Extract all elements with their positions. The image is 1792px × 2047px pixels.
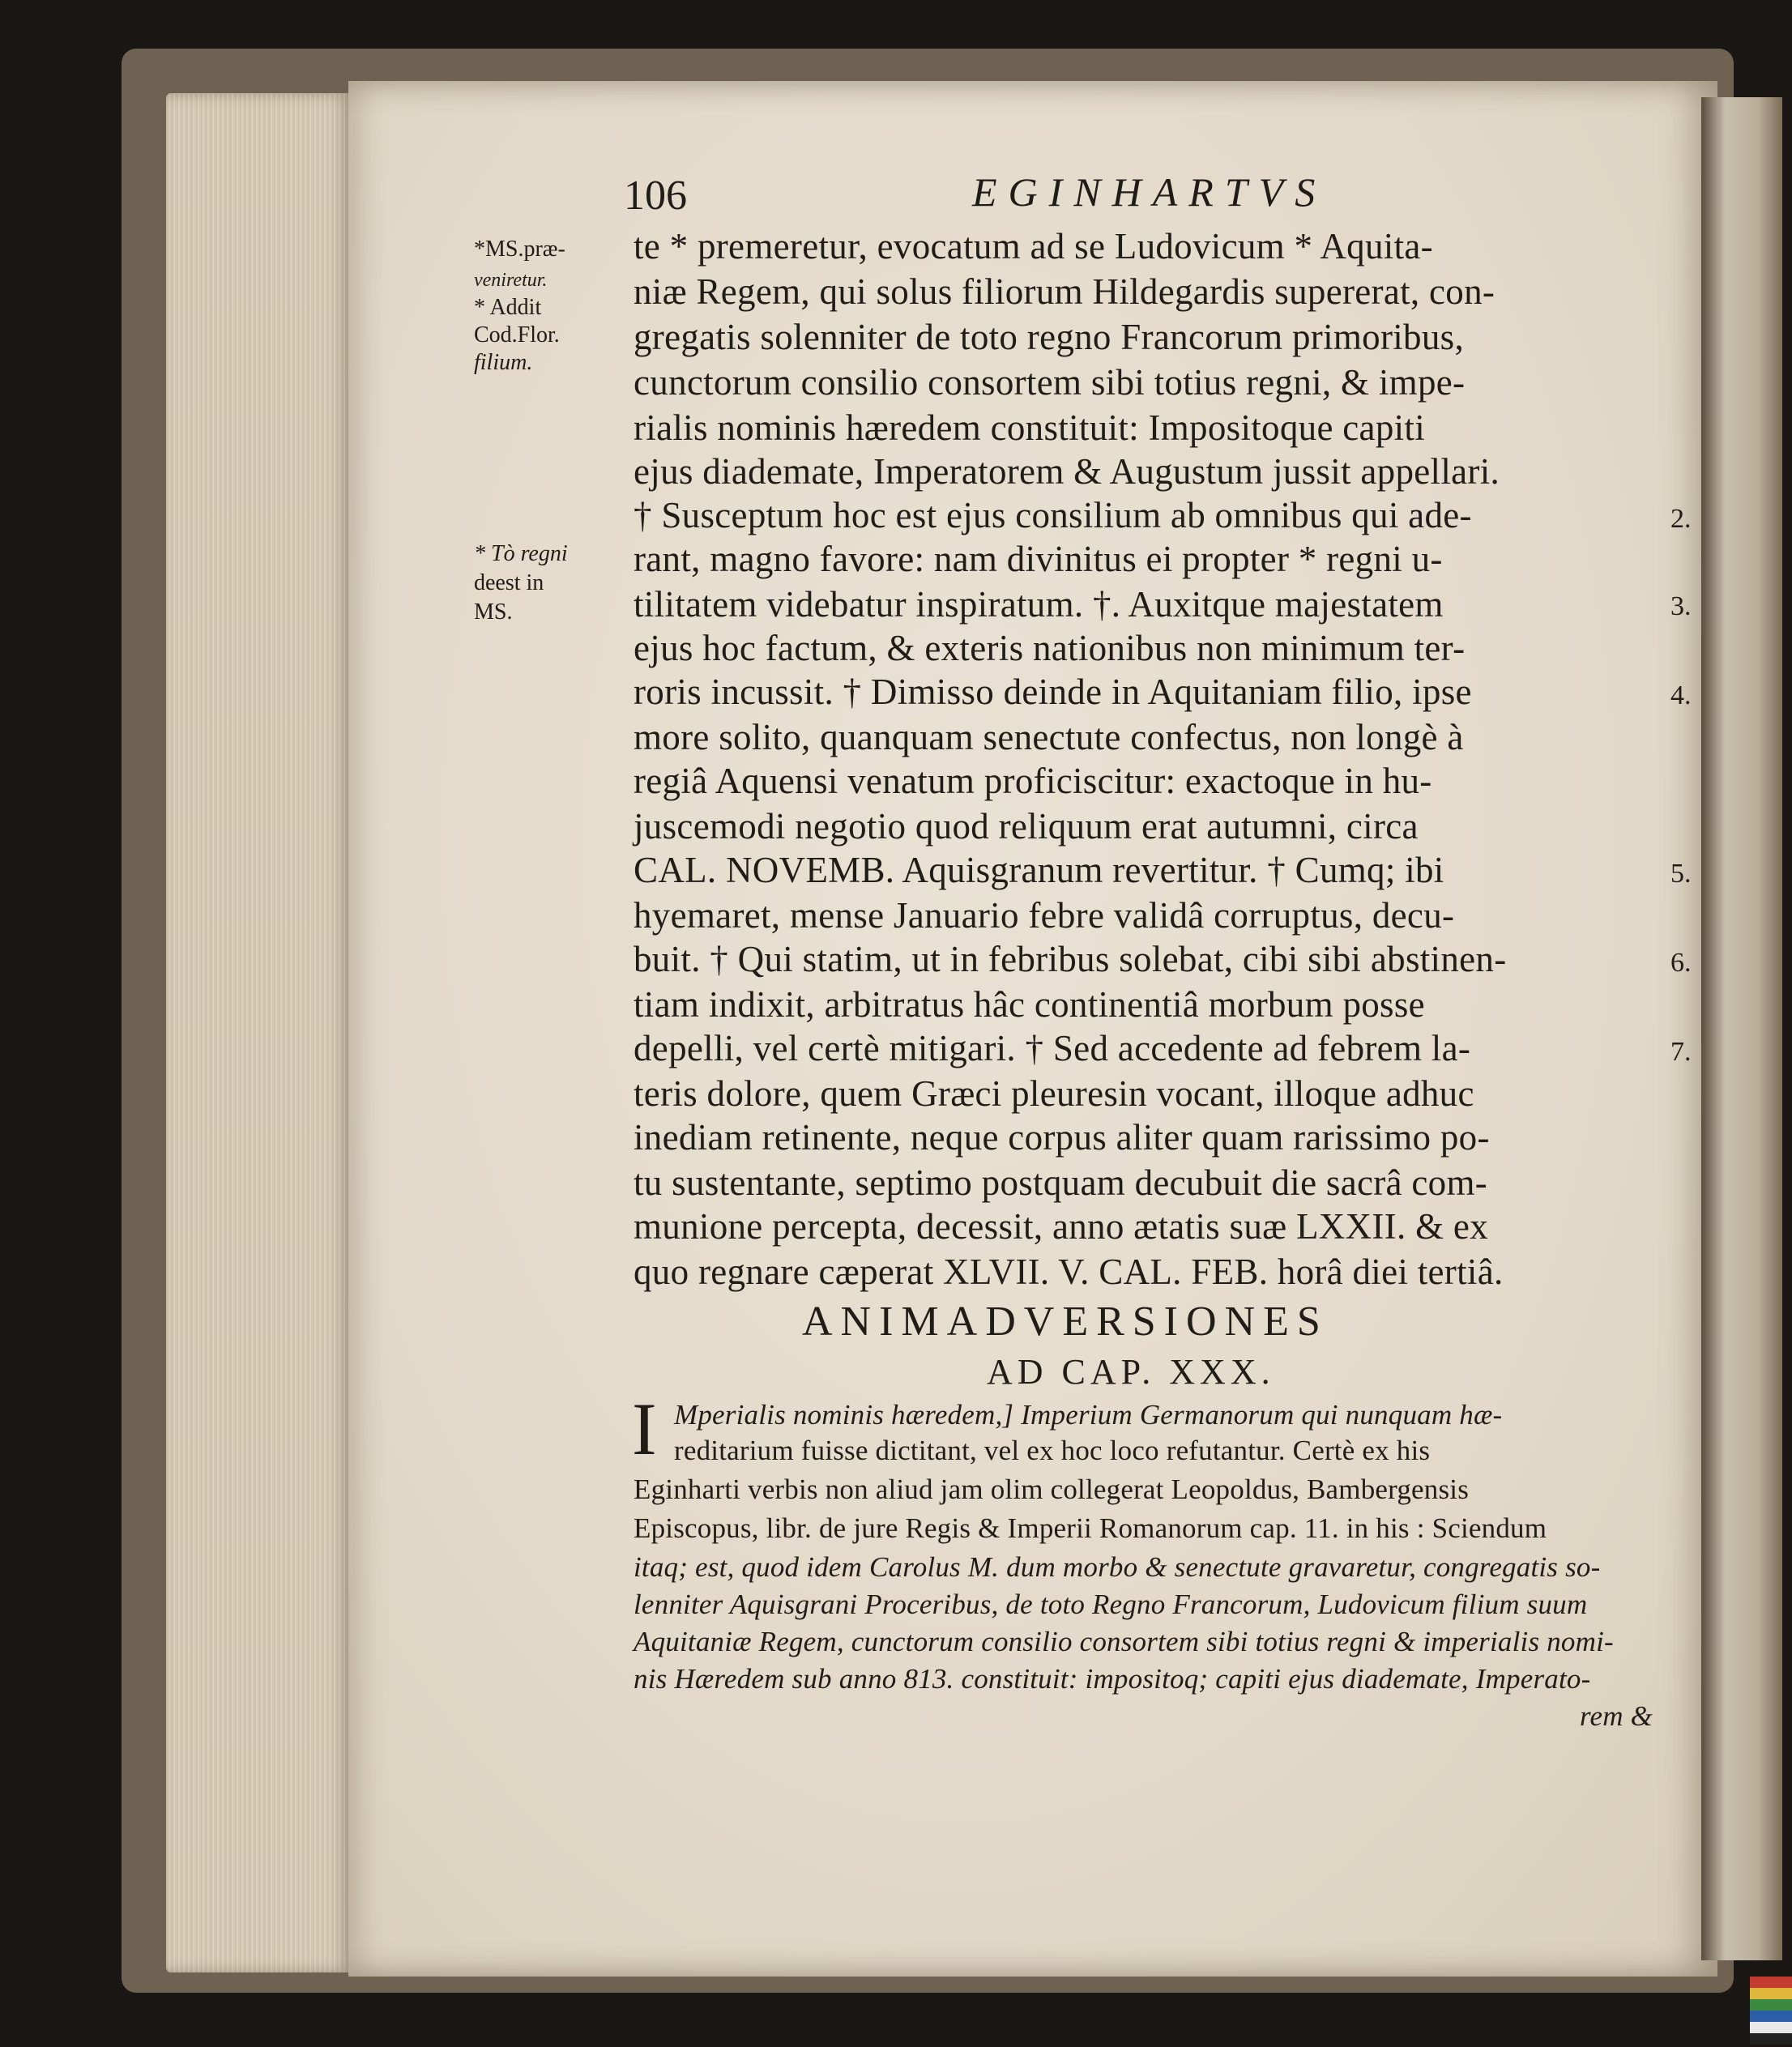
text-line: hyemaret, mense Januario febre validâ corruptus, decu-	[634, 895, 1455, 936]
text-line: quo regnare cæperat XLVII. V. CAL. FEB. horâ diei tertiâ.	[634, 1252, 1504, 1292]
note-line: Mperialis nominis hæredem,] Imperium Germanorum qui nunquam hæ-	[674, 1399, 1503, 1431]
note-line: reditarium fuisse dictitant, vel ex hoc loco refutantur. Certè ex his	[674, 1435, 1431, 1466]
text-line: teris dolore, quem Græci pleuresin vocant, illoque adhuc	[634, 1073, 1474, 1114]
margin-note: deest in	[474, 570, 544, 595]
line-number: 4.	[1670, 680, 1692, 710]
color-calibration-strip	[1750, 1977, 1792, 2047]
running-title: EGINHARTVS	[972, 169, 1327, 215]
section-subheading: AD CAP. XXX.	[987, 1352, 1275, 1392]
text-line: ejus hoc factum, & exteris nationibus non minimum ter-	[634, 628, 1466, 668]
text-line: tu sustentante, septimo postquam decubuit die sacrâ com-	[634, 1162, 1488, 1203]
text-line: gregatis solenniter de toto regno Francorum primoribus,	[634, 317, 1465, 357]
margin-note: Cod.Flor.	[474, 322, 560, 348]
text-line: buit. † Qui statim, ut in febribus solebat, cibi sibi abstinen-	[634, 939, 1507, 979]
line-number: 6.	[1670, 948, 1692, 978]
text-line: roris incussit. † Dimisso deinde in Aquitaniam filio, ipse	[634, 672, 1472, 712]
text-line: juscemodi negotio quod reliquum erat autumni, circa	[634, 806, 1419, 847]
note-line: nis Hæredem sub anno 813. constituit: impositoq; capiti ejus diademate, Imperato-	[634, 1663, 1591, 1695]
note-line: itaq; est, quod idem Carolus M. dum morbo & senectute gravaretur, congregatis so-	[634, 1551, 1601, 1583]
line-number: 5.	[1670, 859, 1692, 889]
line-number: 3.	[1670, 591, 1692, 621]
margin-note: * Tò regni	[474, 541, 568, 566]
text-line: inediam retinente, neque corpus aliter quam rarissimo po-	[634, 1117, 1490, 1158]
text-line: tilitatem videbatur inspiratum. †. Auxitque majestatem	[634, 584, 1444, 625]
page-edges	[166, 93, 352, 1972]
note-line: Eginharti verbis non aliud jam olim collegerat Leopoldus, Bambergensis	[634, 1473, 1470, 1505]
text-line: regiâ Aquensi venatum proficiscitur: exactoque in hu-	[634, 761, 1432, 801]
margin-note: MS.	[474, 599, 513, 625]
note-line: Aquitaniæ Regem, cunctorum consilio consortem sibi totius regni & imperialis nomi-	[634, 1626, 1614, 1657]
text-line: munione percepta, decessit, anno ætatis suæ LXXII. & ex	[634, 1206, 1488, 1247]
facing-page-gutter	[1701, 97, 1782, 1960]
text-line: tiam indixit, arbitratus hâc continentiâ morbum posse	[634, 984, 1425, 1025]
text-line: depelli, vel certè mitigari. † Sed accedente ad febrem la-	[634, 1028, 1471, 1068]
drop-cap: I	[632, 1388, 657, 1470]
text-line: CAL. NOVEMB. Aquisgranum revertitur. † Cumq; ibi	[634, 850, 1444, 890]
text-line: rialis nominis hæredem constituit: Impositoque capiti	[634, 407, 1426, 448]
note-line: Episcopus, libr. de jure Regis & Imperii Romanorum cap. 11. in his : Sciendum	[634, 1512, 1547, 1544]
text-line: rant, magno favore: nam divinitus ei propter * regni u-	[634, 539, 1443, 579]
page-number: 106	[624, 173, 687, 219]
margin-note: *MS.præ-	[474, 237, 565, 262]
note-line: rem &	[1580, 1700, 1653, 1732]
margin-note: * Addit	[474, 295, 542, 320]
text-line: cunctorum consilio consortem sibi totius regni, & impe-	[634, 362, 1466, 403]
margin-note: veniretur.	[474, 270, 548, 291]
margin-note: filium.	[474, 350, 533, 375]
text-line: † Susceptum hoc est ejus consilium ab omnibus qui ade-	[634, 495, 1472, 535]
note-line: lenniter Aquisgrani Proceribus, de toto Regno Francorum, Ludovicum filium suum	[634, 1589, 1588, 1620]
line-number: 2.	[1670, 504, 1692, 534]
line-number: 7.	[1670, 1037, 1692, 1067]
text-line: niæ Regem, qui solus filiorum Hildegardis supererat, con-	[634, 271, 1495, 312]
text-line: te * premeretur, evocatum ad se Ludovicum * Aquita-	[634, 226, 1433, 267]
text-line: more solito, quanquam senectute confectus, non longè à	[634, 717, 1464, 757]
section-heading: ANIMADVERSIONES	[802, 1299, 1329, 1345]
text-line: ejus diademate, Imperatorem & Augustum jussit appellari.	[634, 451, 1500, 492]
